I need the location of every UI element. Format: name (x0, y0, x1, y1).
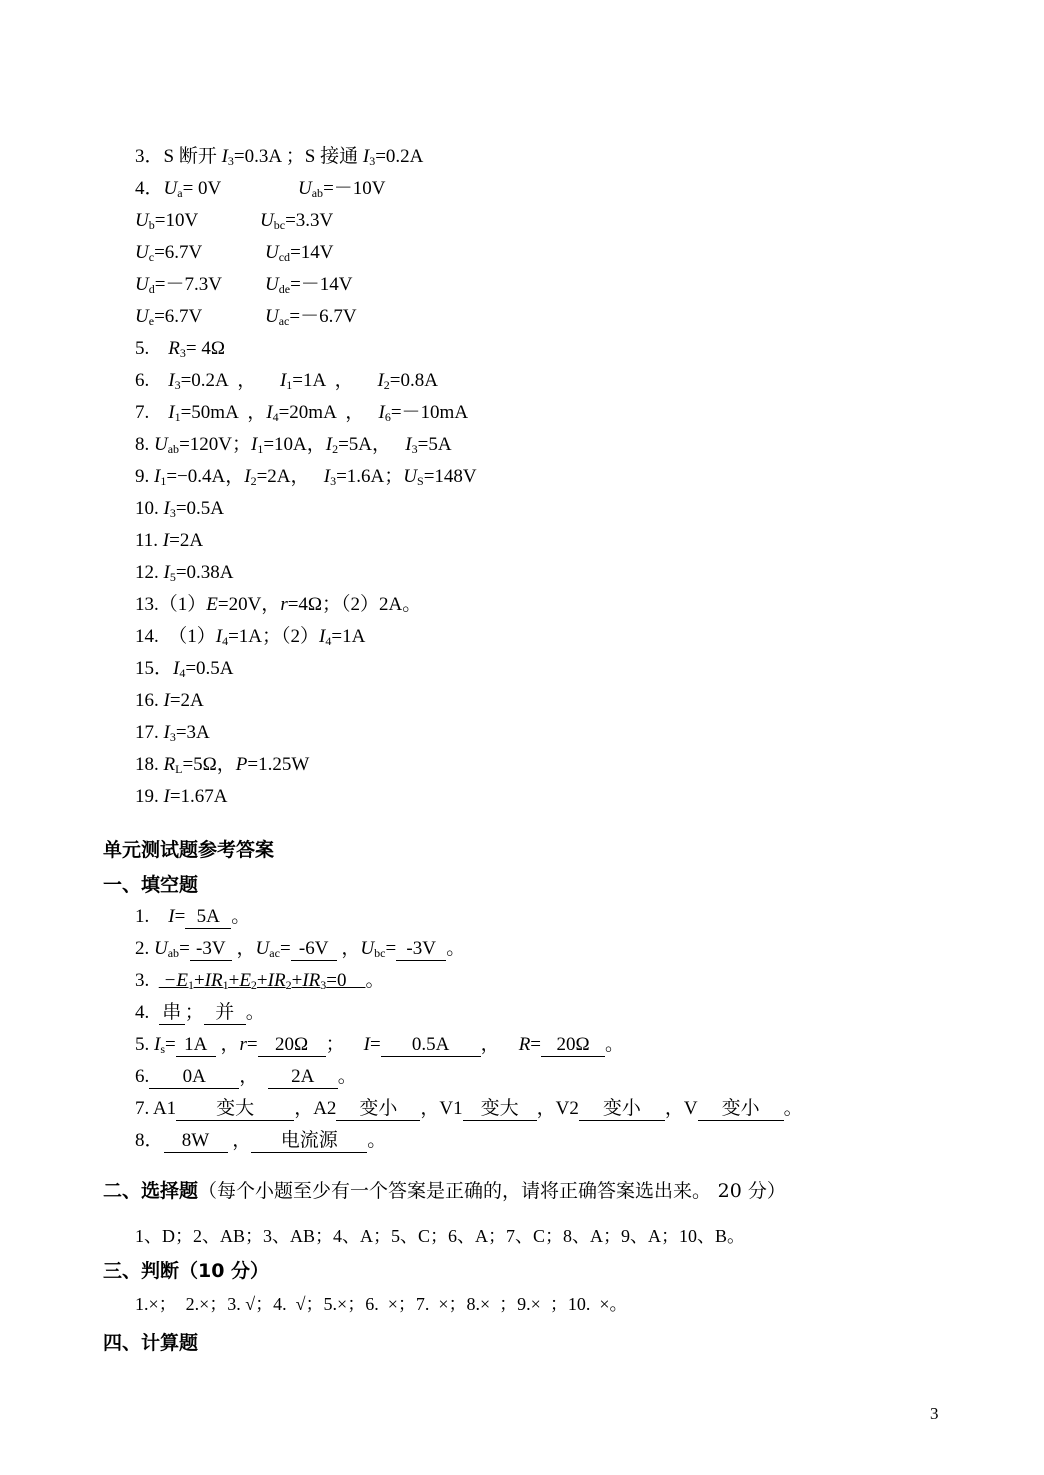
answer-13: 13.（1）E=20V，r=4Ω；（2）2A。 (135, 594, 422, 615)
fill-q6-blank1: 0A (149, 1066, 239, 1089)
fill-q8-blank2: 电流源 (251, 1130, 367, 1153)
judge-title: 三、判断（10 分） (103, 1260, 270, 1282)
fill-q7-blank1: 变大 (176, 1098, 294, 1121)
answer-4-uac: $U_{ac}=-6.7V$ (265, 306, 357, 328)
fill-q5: 5. $I_s= 1A$ ，r= 20Ω ； I= 0.5A ， R= 20Ω 。 (135, 1034, 625, 1056)
fill-q2-blank2: -6V (291, 938, 337, 961)
fill-q4-blank2: 并 (204, 1002, 246, 1025)
fill-q7: 7. A1 变大 ，A2 变小 ，V1 变大 ，V2 变小 ，V 变小 。 (135, 1098, 803, 1119)
answer-4-ubc: $U_{bc}=3.3V$ (260, 210, 334, 232)
answer-14: 14. $(1)I_4=1A$；$(2)I_4=1A$ (135, 626, 366, 648)
fill-q6-blank2: 2A (268, 1066, 338, 1089)
section-title: 单元测试题参考答案 (103, 839, 275, 861)
answer-9: 9. $I_1=-0.4A$，$I_2=2A$， $I_3=1.6A$；$U_S=148V$ (135, 466, 477, 488)
fill-q4-blank1: 串 (159, 1002, 185, 1025)
answer-4-ud: $U_d=-7.3V$ (135, 274, 222, 296)
answer-5: 5. $R_3= 4\Omega$ (135, 338, 225, 360)
fill-q7-blank3: 变大 (463, 1098, 537, 1121)
fill-q7-blank4: 变小 (579, 1098, 665, 1121)
fill-q4: 4. 串 ； 并 。 (135, 1002, 265, 1023)
answer-7: 7. $I_1=50mA$ ，$I_4=20mA$ ， $I_6=-10mA$ (135, 402, 469, 424)
judge-answers: 1.×； 2.×；3. √；4. √；5.×；6. ×；7. ×；8.× ；9.× ；10. ×。 (135, 1294, 628, 1314)
choice-title: 二、选择题 (103, 1180, 199, 1202)
answer-10: 10. $I_3=0.5A$ (135, 498, 225, 520)
fill-q5-blank2: 20Ω (258, 1034, 326, 1057)
answer-4-ua: 4．$U_a= 0V$ (135, 178, 222, 200)
choice-answers: 1、D；2、AB；3、AB；4、A；5、C；6、A；7、C；8、A；9、A；10、B。 (135, 1226, 746, 1246)
calc-title: 四、计算题 (103, 1332, 199, 1354)
answer-4-ub: $U_b=10V$ (135, 210, 199, 232)
answer-4-ucd: $U_{cd}=14V$ (265, 242, 334, 264)
answer-11: 11. I=2A (135, 530, 204, 551)
answer-4-uc: $U_c=6.7V$ (135, 242, 203, 264)
answer-4-uab: $U_{ab}=-10V$ (298, 178, 386, 200)
answer-4-ude: $U_{de}=-14V$ (265, 274, 353, 296)
fill-q5-blank4: 20Ω (541, 1034, 605, 1057)
fill-title: 一、填空题 (103, 874, 199, 896)
answer-8: 8. $U_{ab}=120V$；$I_1=10A$，$I_2=5A$， $I_3=5A$ (135, 434, 452, 456)
fill-q1-blank: 5A (185, 906, 231, 929)
fill-q2-blank1: -3V (190, 938, 232, 961)
answer-19: 19. I=1.67A (135, 786, 228, 807)
answer-4-ue: $U_e=6.7V$ (135, 306, 203, 328)
fill-q8-blank1: 8W (164, 1130, 228, 1153)
fill-q6: 6. 0A ， 2A 。 (135, 1066, 357, 1087)
fill-q3: 3. $-E_1+IR_1+E_2+IR_2+IR_3=0$ 。 (135, 970, 385, 992)
fill-q5-blank3: 0.5A (381, 1034, 481, 1057)
choice-heading (103, 1179, 786, 1203)
answer-12: 12. $I_5=0.38A$ (135, 562, 234, 584)
answer-18: 18. $R_L=5\Omega$，P=1.25W (135, 754, 310, 776)
answer-3: 3．S 断开 $I_3=0.3A$ ；S 接通 $I_3=0.2A$ (135, 146, 424, 168)
answer-16: 16. I=2A (135, 690, 204, 711)
fill-q7-blank5: 变小 (698, 1098, 784, 1121)
answer-17: 17. $I_3=3A$ (135, 722, 210, 744)
fill-q1: 1. I= 5A 。 (135, 906, 251, 927)
fill-q2: 2. $U_{ab}= -3V$ ，$U_{ac}= -6V$ ，$U_{bc}= -3V$ 。 (135, 938, 466, 960)
fill-q7-blank2: 变小 (336, 1098, 420, 1121)
answer-15: 15．$I_4=0.5A$ (135, 658, 234, 680)
page-number: 3 (930, 1404, 939, 1423)
answer-6: 6. $I_3=0.2A$ ， $I_1=1A$ ， $I_2=0.8A$ (135, 370, 438, 392)
choice-note: （每个小题至少有一个答案是正确的，请将正确答案选出来。 (198, 1180, 712, 1202)
choice-score: 20 分） (717, 1180, 786, 1202)
fill-q8: 8． 8W ， 电流源 。 (135, 1130, 387, 1151)
fill-q2-blank3: -3V (396, 938, 446, 961)
fill-q5-blank1: 1A (176, 1034, 216, 1057)
